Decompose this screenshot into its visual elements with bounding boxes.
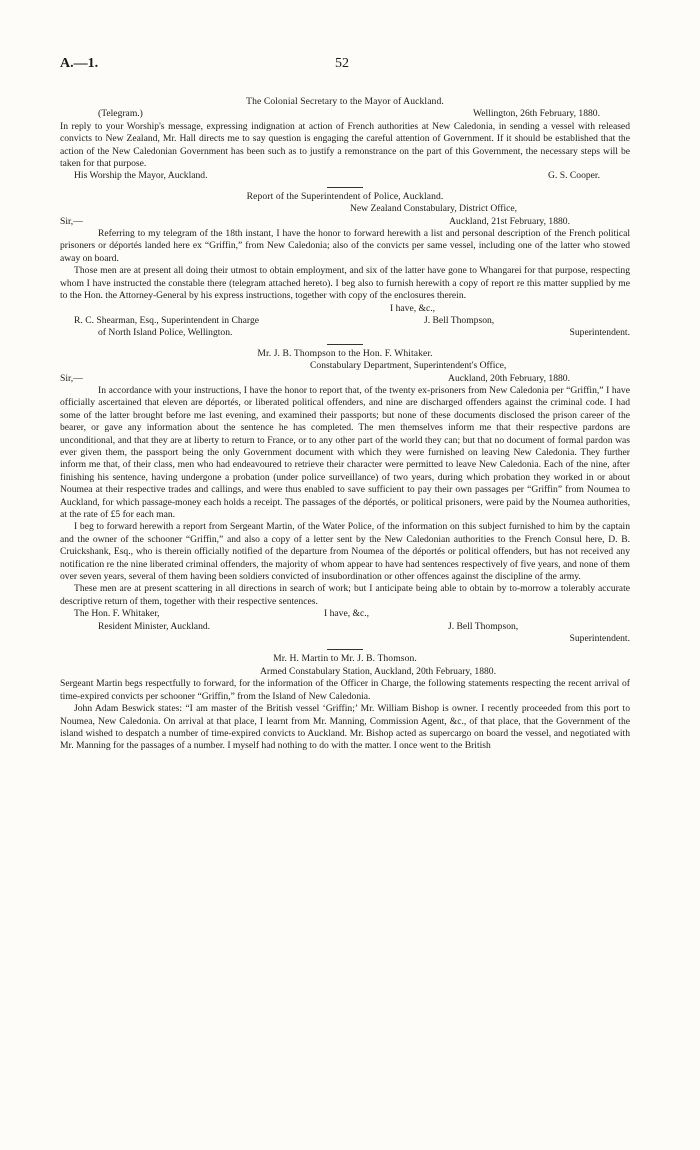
letter4-heading: Mr. H. Martin to Mr. J. B. Thomson. — [273, 653, 417, 665]
letter4-place-date: Armed Constabulary Station, Auckland, 20th February, 1880. — [260, 665, 496, 677]
letter2-paragraph-1: Referring to my telegram of the 18th instant, I have the honor to forward herewith a list and personal description of the French political prisoners or déportés landed here ex “Griffin,” from New Caledonia; also of the convicts per same vessel, including one of the latter who stowed away on board. — [60, 228, 630, 264]
letter1-type: (Telegram.) — [98, 108, 143, 120]
letter3-closing: I have, &c., — [324, 608, 370, 620]
letter1-addressee: His Worship the Mayor, Auckland. — [74, 170, 208, 182]
letter3-date: Auckland, 20th February, 1880. — [448, 372, 570, 384]
letter3-addressee-1: The Hon. F. Whitaker, — [74, 608, 160, 620]
section-divider — [327, 649, 363, 650]
letter3-paragraph-2: I beg to forward herewith a report from Sergeant Martin, of the Water Police, of the information on this subject furnished to him by the captain and the owner of the schooner “Griffin,” and also a copy of a letter sent by the New Caledonian authorities to the French Consul here, D. B. Cruickshank, Esq., who is therein officially notified of the departure from Noumea of the déportés or political offenders, but has not received any notification re the nine liberated criminal offenders, the majority of whom appear to have had sentences respectively of five years, and none of them over seven years, several of them having been soldiers convicted of insubordination or other offences against the discipline of the army. — [60, 521, 630, 583]
letter3-signature-row-3 — [60, 633, 630, 645]
letter4-paragraph-1: Sergeant Martin begs respectfully to forward, for the information of the Officer in Charge, the following statements respecting the recent arrival of time-expired convicts per schooner “Griffin,” from the Island of New Caledonia. — [60, 678, 630, 702]
letter4-paragraph-2: John Adam Beswick states: “I am master of the British vessel ‘Griffin;’ Mr. William Bishop is owner. I recently proceeded from this port to Noumea, New Caledonia. On arrival at that place, I learnt from Mr. Manning, Commission Agent, &c., of that place, that the Government of the island wished to despatch a number of time-expired convicts to Auckland. Mr. Bishop acted as supercargo on board the vessel, and negotiated with Mr. Manning for the passages of a number. I myself had nothing to do with the matter. I once went to the British — [60, 703, 630, 752]
letter1-heading: The Colonial Secretary to the Mayor of Auckland. — [246, 96, 444, 107]
letter3-heading: Mr. J. B. Thompson to the Hon. F. Whitaker. — [257, 347, 433, 359]
letter1-place-date: Wellington, 26th February, 1880. — [472, 108, 600, 120]
letter2-signature-row-2 — [60, 327, 630, 339]
letter3-signature-row-2 — [60, 621, 630, 633]
letter3-office: Constabulary Department, Superintendent's Office, — [310, 360, 507, 372]
letter3-salutation: Sir,— — [60, 372, 83, 384]
letter2-closing: I have, &c., — [390, 302, 436, 314]
section-divider — [327, 187, 363, 188]
letter2-office: New Zealand Constabulary, District Office, — [350, 203, 518, 215]
letter2-signature-row-1 — [60, 315, 630, 327]
letter2-signature: J. Bell Thompson, — [424, 314, 495, 326]
document-reference: A.—1. — [60, 56, 99, 71]
letter3-paragraph-3: These men are at present scattering in all directions in search of work; but I anticipate being able to obtain by to-morrow a tolerably accurate descriptive return of them, together with their respective sentences. — [60, 583, 630, 607]
letter2-salutation: Sir,— — [60, 215, 83, 227]
letter2-heading: Report of the Superintendent of Police, Auckland. — [246, 190, 444, 202]
letter1-body: In reply to your Worship's message, expressing indignation at action of French authorities at New Caledonia, in sending a vessel with released convicts to New Zealand, Mr. Hall directs me to say question is engaging the careful attention of Government. If it should be established that the action of the New Caledonian Government has been such as to justify a remonstrance on the part of this Government, the necessary steps will be taken for that purpose. — [60, 120, 630, 170]
letter2-date: Auckland, 21st February, 1880. — [449, 215, 570, 227]
letter3-signature: J. Bell Thompson, — [448, 620, 519, 632]
document-body — [60, 96, 630, 753]
letter2-title: Superintendent. — [569, 327, 630, 339]
letter3-title: Superintendent. — [569, 633, 630, 645]
page-header — [60, 56, 630, 76]
section-divider — [327, 344, 363, 345]
letter1-signature: G. S. Cooper. — [548, 170, 600, 182]
letter2-addressee-2: of North Island Police, Wellington. — [98, 327, 233, 339]
letter1-header-row — [60, 108, 630, 120]
letter2-addressee-1: R. C. Shearman, Esq., Superintendent in Charge — [74, 314, 260, 326]
letter3-signature-row-1 — [60, 608, 630, 620]
letter2-paragraph-2: Those men are at present all doing their utmost to obtain employment, and six of the latter have gone to Whangarei for that purpose, respecting whom I have instructed the constable there (telegram attached hereto). I beg also to furnish herewith a copy of report re this matter supplied by me to the Hon. the Attorney-General by his express instructions, together with copy of the enclosures therein. — [60, 265, 630, 302]
page-number: 52 — [335, 56, 349, 71]
letter3-addressee-2: Resident Minister, Auckland. — [98, 620, 211, 632]
letter3-paragraph-1: In accordance with your instructions, I have the honor to report that, of the twenty ex-prisoners from New Caledonia per “Griffin,” I have officially ascertained that eleven are déportés, or liberated political offenders, and nine are discharged offenders against the criminal code. I had some of the latter brought before me last evening, and examined their passports; but none of these documents disclosed the prison career of the bearer, or gave any information about the sentence he has completed. The men themselves inform me that their respective pardons are unconditional, and that they are at liberty to return to France, or to any other part of the world they can; but that no document of formal pardon was ever given them, the passport being the only Government document with which they were furnished on leaving New Caledonia. They further inform me that, of their class, men who had endeavoured to retrieve their character were permitted to leave New Caledonia. Each of the nine, after finishing his sentence, having undergone a probation (under police surveillance) of two years, during which probation they worked in or about Noumea at their respective trades and callings, and were thus enabled to save sufficient to pay their own passages per “Griffin” from Noumea to Auckland, for which passage-money each holds a receipt. The passages of the déportés, or political prisoners, were paid by the Noumea authorities, at the rate of £5 for each man. — [60, 384, 630, 520]
letter1-footer — [60, 170, 630, 182]
letter3-salutation-row — [60, 373, 630, 385]
letter2-closing-row — [60, 303, 630, 315]
letter2-salutation-row — [60, 216, 630, 228]
